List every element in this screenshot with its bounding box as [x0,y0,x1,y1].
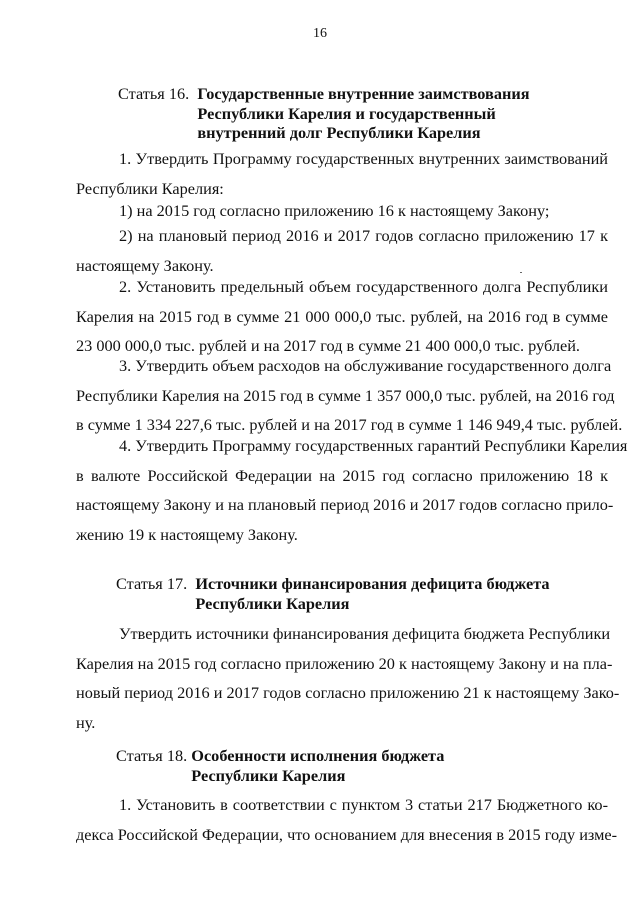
article-16-paragraph-1 [76,144,608,203]
article-16-title-line: внутренний долг Республики Карелия [197,123,481,142]
text-line: 4. Утвердить Программу государственных гарантий Республики Карелия [119,436,628,455]
article-17-paragraph-1 [76,619,620,737]
article-18-heading [116,746,444,785]
text-line: декса Российской Федерации, что основанием для внесения в 2015 году изме- [76,824,618,844]
text-line: Карелия на 2015 год в сумме 21 000 000,0 тыс. рублей, на 2016 год в сумме [76,306,608,326]
article-18-title [191,746,444,785]
text-line: Республики Карелия: [76,178,224,198]
text-line: 3. Утвердить объем расходов на обслуживание государственного долга [119,356,612,375]
article-16-title-line: Государственные внутренние заимствования [197,84,530,103]
text-line: Утвердить источники финансирования дефицита бюджета Республики [119,624,611,643]
article-18-paragraph-1 [76,790,618,849]
article-16-heading [118,84,530,143]
text-line: 1. Установить в соответствии с пунктом 3 статьи 217 Бюджетного ко- [119,795,608,814]
text-line: Республики Карелия на 2015 год в сумме 1 357 000,0 тыс. рублей, на 2016 год [76,385,615,405]
article-17-title-line: Источники финансирования дефицита бюджета [195,574,550,593]
text-line: Карелия на 2015 год согласно приложению 20 к настоящему Закону и на пла- [76,653,613,673]
text-line: настоящему Закону. [76,255,214,275]
text-line: жению 19 к настоящему Закону. [76,524,298,544]
text-line: 2. Установить предельный объем государственного долга Республики [119,277,608,296]
article-18-title-line: Республики Карелия [191,765,346,785]
article-17-title [195,574,549,613]
text-line: 2) на плановый период 2016 и 2017 годов согласно приложению 17 к [119,226,608,245]
article-17-label: Статья 17. [116,574,188,593]
article-16-paragraph-2 [76,272,608,361]
text-line: настоящему Закону и на плановый период 2016 и 2017 годов согласно прило- [76,495,614,514]
article-16-paragraph-4 [76,431,628,549]
text-line: в валюте Российской Федерации на 2015 год согласно приложению 18 к [76,465,608,485]
text-line: 1) на 2015 год согласно приложению 16 к настоящему Закону; [119,201,550,220]
article-17-title-line: Республики Карелия [195,593,350,613]
text-line: ну. [76,712,96,732]
article-16-title [197,84,529,143]
page-number: 16 [313,26,327,41]
text-line: новый период 2016 и 2017 годов согласно приложению 21 к настоящему Зако- [76,683,620,702]
text-line: 1. Утвердить Программу государственных внутренних заимствований [119,149,608,168]
article-16-label: Статья 16. [118,84,190,103]
article-18-title-line: Особенности исполнения бюджета [191,746,445,765]
article-16-paragraph-3 [76,351,623,440]
text-line: в сумме 1 334 227,6 тыс. рублей и на 2017 год в сумме 1 146 949,4 тыс. рублей. [76,415,623,434]
text-line: 23 000 000,0 тыс. рублей и на 2017 год в сумме 21 400 000,0 тыс. рублей. [76,336,580,355]
article-18-label: Статья 18. [116,746,188,765]
article-17-heading [116,574,550,613]
article-16-title-line: Республики Карелия и государственный [197,103,496,123]
